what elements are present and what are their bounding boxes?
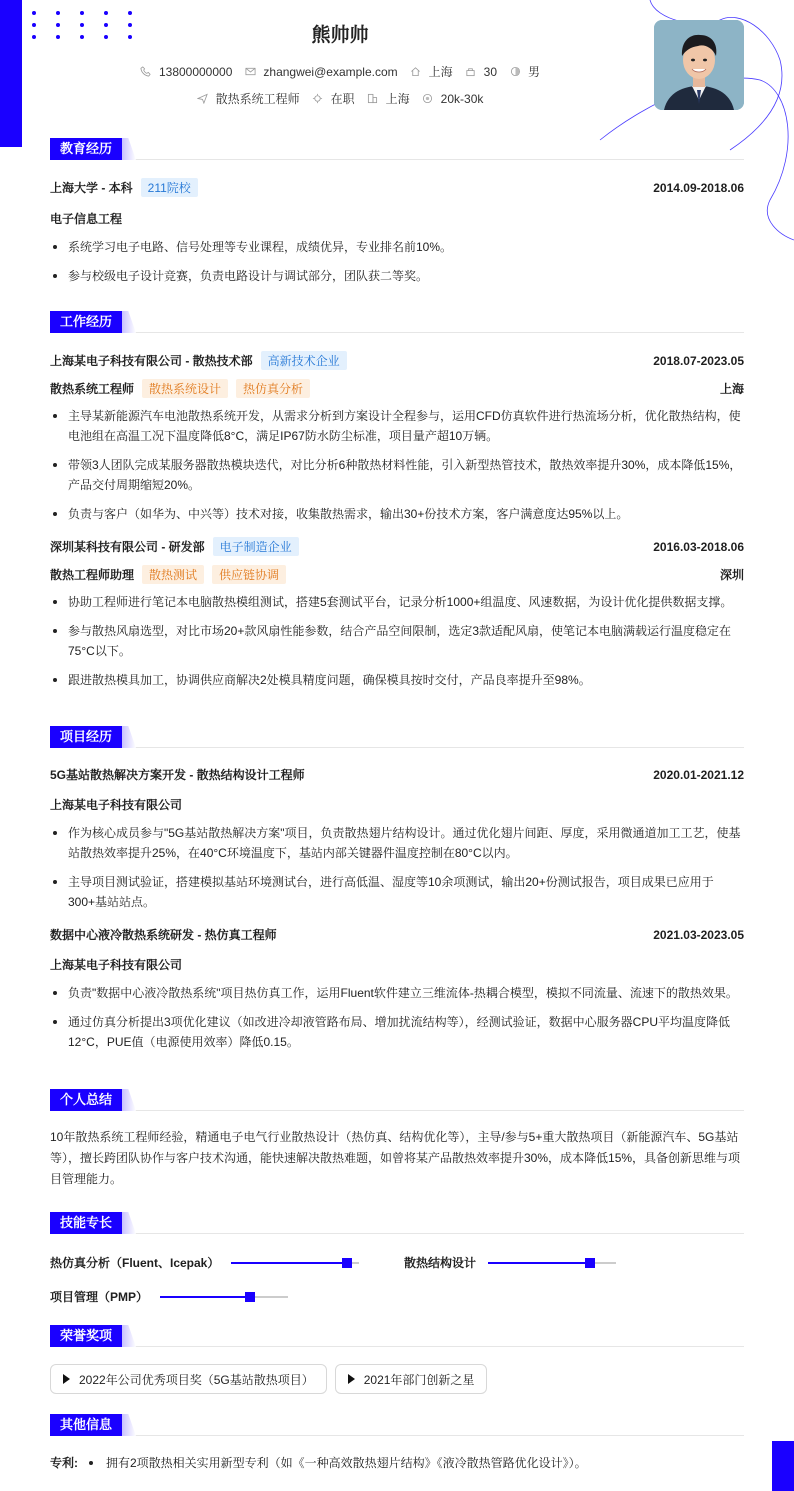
- decor-right-bar: [772, 1441, 794, 1491]
- skill-level-bar: [488, 1262, 616, 1264]
- project-title: 5G基站散热解决方案开发 - 散热结构设计工程师: [50, 768, 305, 782]
- section-title-awards: [50, 1325, 744, 1347]
- status-text: 在职: [330, 92, 355, 106]
- decor-dot: [56, 11, 60, 15]
- work-header: [50, 537, 744, 556]
- major: 电子信息工程: [50, 212, 123, 226]
- list-item: 拥有2项散热相关实用新型专利（如《一种高效散热翅片结构》《液冷散热管路优化设计》）。: [86, 1453, 744, 1473]
- section-awards: [50, 1325, 744, 1394]
- info-salary: [422, 92, 484, 106]
- work-header: [50, 351, 744, 370]
- project-bullets: [50, 823, 744, 912]
- list-item: 系统学习电子电路、信号处理等专业课程，成绩优异，专业排名前10%。: [50, 237, 744, 257]
- section-label: 工作经历: [50, 311, 122, 333]
- other-row: [50, 1453, 744, 1482]
- info-email: [244, 65, 397, 79]
- section-title-accent: [122, 1212, 136, 1234]
- company-name: 上海某电子科技有限公司 - 散热技术部: [50, 354, 253, 368]
- list-item: 负责"数据中心液冷散热系统"项目热仿真工作，运用Fluent软件建立三维流体-热耦合模型，模拟不同流量、流速下的散热效果。: [50, 983, 744, 1003]
- avatar: [654, 20, 744, 110]
- section-projects: [50, 726, 744, 1061]
- section-skills: [50, 1212, 744, 1312]
- other-list: [86, 1453, 744, 1482]
- city-text: 上海: [428, 65, 453, 79]
- education-date: 2014.09-2018.06: [653, 180, 744, 195]
- info-phone: [140, 65, 232, 79]
- section-title-other: [50, 1414, 744, 1436]
- work-position-row: [50, 565, 744, 584]
- section-label: 项目经历: [50, 726, 122, 748]
- mail-icon: [244, 66, 256, 78]
- section-summary: [50, 1089, 744, 1190]
- decor-dot: [32, 11, 36, 15]
- status-icon: [312, 93, 324, 105]
- position-tag: 散热系统设计: [142, 379, 228, 398]
- section-title-accent: [122, 1414, 136, 1436]
- skill-item: [50, 1254, 359, 1271]
- other-label: 专利:: [50, 1456, 78, 1470]
- project-header: [50, 926, 744, 943]
- info-status: [312, 90, 355, 107]
- section-label: 个人总结: [50, 1089, 122, 1111]
- skill-level-fill: [488, 1262, 590, 1264]
- phone-icon: [140, 66, 152, 78]
- section-label: 教育经历: [50, 138, 122, 160]
- award-item: [50, 1364, 327, 1394]
- award-text: 2021年部门创新之星: [363, 1372, 475, 1387]
- school-name: 上海大学 - 本科: [50, 181, 133, 195]
- company-name: 深圳某科技有限公司 - 研发部: [50, 540, 205, 554]
- salary-text: 20k-30k: [440, 91, 484, 106]
- job-intent-row: [0, 90, 680, 107]
- section-title-work: [50, 311, 744, 333]
- list-item: 负责与客户（如华为、中兴等）技术对接，收集散热需求，输出30+份技术方案，客户满意度达95%以上。: [50, 504, 744, 524]
- age-text: 30: [483, 64, 498, 79]
- info-gender: [509, 63, 540, 80]
- list-item: 参与校级电子设计竞赛，负责电路设计与调试部分，团队获二等奖。: [50, 266, 744, 286]
- section-title-accent: [122, 1325, 136, 1347]
- list-item: 作为核心成员参与"5G基站散热解决方案"项目，负责散热翅片结构设计。通过优化翅片间距、厚度，采用微通道加工工艺，使基站散热效率提升25%，在40°C环境温度下，基站内部关键器件温度控制在80°C以内。: [50, 823, 744, 863]
- company-tag: 电子制造企业: [213, 537, 299, 556]
- section-title-accent: [122, 1089, 136, 1111]
- section-title-accent: [122, 726, 136, 748]
- skill-level-bar: [231, 1262, 359, 1264]
- project-company: 上海某电子科技有限公司: [50, 958, 183, 972]
- skill-level-knob: [585, 1258, 595, 1268]
- list-item: 参与散热风扇选型，对比市场20+款风扇性能参数，结合产品空间限制，选定3款适配风扇，使笔记本电脑满载运行温度稳定在75°C以下。: [50, 621, 744, 661]
- work-city-text: 上海: [385, 92, 410, 106]
- section-label: 技能专长: [50, 1212, 122, 1234]
- skill-level-knob: [245, 1292, 255, 1302]
- email-text: zhangwei@example.com: [263, 64, 398, 79]
- work-date: 2018.07-2023.05: [653, 353, 744, 368]
- project-date: 2021.03-2023.05: [653, 927, 744, 942]
- project-bullets: [50, 983, 744, 1052]
- school-tag: 211院校: [141, 178, 198, 197]
- home-icon: [410, 66, 422, 78]
- age-icon: [465, 66, 477, 78]
- list-item: 跟进散热模具加工，协调供应商解决2处模具精度问题，确保模具按时交付，产品良率提升至98%。: [50, 670, 744, 690]
- info-age: [465, 65, 497, 79]
- skill-level-fill: [160, 1296, 250, 1298]
- skill-item: [50, 1288, 288, 1305]
- work-city: 深圳: [719, 568, 744, 582]
- info-work-city: [367, 90, 410, 107]
- position-text: 散热系统工程师: [215, 92, 300, 106]
- project-header: [50, 766, 744, 783]
- decor-dot: [104, 11, 108, 15]
- education-header: [50, 178, 744, 197]
- send-icon: [197, 93, 209, 105]
- info-city: [410, 63, 453, 80]
- section-title-skills: [50, 1212, 744, 1234]
- section-label: 其他信息: [50, 1414, 122, 1436]
- section-work: [50, 311, 744, 699]
- phone-text: 13800000000: [158, 64, 233, 79]
- project-title: 数据中心液冷散热系统研发 - 热仿真工程师: [50, 928, 277, 942]
- list-item: 主导某新能源汽车电池散热系统开发，从需求分析到方案设计全程参与，运用CFD仿真软件进行热流场分析，优化散热结构，使电池组在高温工况下温度降低8°C，满足IP67防水防尘标准，项目量产超10万辆。: [50, 406, 744, 446]
- avatar-portrait: [654, 20, 744, 110]
- list-item: 带领3人团队完成某服务器散热模块迭代，对比分析6种散热材料性能，引入新型热管技术，散热效率提升30%，成本降低15%，产品交付周期缩短20%。: [50, 455, 744, 495]
- list-item: 主导项目测试验证，搭建模拟基站环境测试台，进行高低温、湿度等10余项测试，输出20+份测试报告，项目成果已应用于300+基站站点。: [50, 872, 744, 912]
- salary-icon: [422, 93, 434, 105]
- work-position-row: [50, 379, 744, 398]
- award-list: [50, 1364, 744, 1394]
- gender-icon: [509, 66, 521, 78]
- decor-dot: [80, 11, 84, 15]
- skill-name: 热仿真分析（Fluent、Icepak）: [50, 1256, 220, 1270]
- list-item: 协助工程师进行笔记本电脑散热模组测试，搭建5套测试平台，记录分析1000+组温度、风速数据，为设计优化提供数据支撑。: [50, 592, 744, 612]
- section-label: 荣誉奖项: [50, 1325, 122, 1347]
- position-tag: 热仿真分析: [236, 379, 310, 398]
- skill-item: [404, 1254, 616, 1271]
- work-date: 2016.03-2018.06: [653, 539, 744, 554]
- section-title-summary: [50, 1089, 744, 1111]
- section-title-education: [50, 138, 744, 160]
- triangle-icon: [63, 1374, 70, 1384]
- work-bullets: [50, 406, 744, 524]
- triangle-icon: [348, 1374, 355, 1384]
- info-position: [197, 90, 300, 107]
- building-icon: [367, 93, 379, 105]
- project-date: 2020.01-2021.12: [653, 767, 744, 782]
- section-other: [50, 1414, 744, 1482]
- skill-name: 项目管理（PMP）: [50, 1290, 149, 1304]
- company-tag: 高新技术企业: [261, 351, 347, 370]
- decor-dot: [128, 11, 132, 15]
- section-title-accent: [122, 311, 136, 333]
- gender-text: 男: [528, 65, 541, 79]
- award-item: [335, 1364, 488, 1394]
- skill-name: 散热结构设计: [404, 1256, 477, 1270]
- position-tag: 供应链协调: [212, 565, 286, 584]
- section-title-accent: [122, 138, 136, 160]
- skill-level-fill: [231, 1262, 346, 1264]
- education-bullets: [50, 237, 744, 286]
- list-item: 通过仿真分析提出3项优化建议（如改进冷却液管路布局、增加扰流结构等），经测试验证，数据中心服务器CPU平均温度降低12°C，PUE值（电源使用效率）降低0.15。: [50, 1012, 744, 1052]
- position-name: 散热工程师助理: [50, 568, 135, 582]
- skill-level-bar: [160, 1296, 288, 1298]
- award-text: 2022年公司优秀项目奖（5G基站散热项目）: [79, 1372, 314, 1387]
- work-bullets: [50, 592, 744, 690]
- section-title-projects: [50, 726, 744, 748]
- contact-row: [0, 63, 680, 80]
- skill-level-knob: [342, 1258, 352, 1268]
- section-education: [50, 138, 744, 295]
- summary-text: 10年散热系统工程师经验，精通电子电气行业散热设计（热仿真、结构优化等），主导/参与5+重大散热项目（新能源汽车、5G基站等），擅长跨团队协作与客户技术沟通，能快速解决散热难题，如曾将某产品散热效率提升30%，成本降低15%，具备创新思维与项目管理能力。: [50, 1130, 741, 1186]
- position-tag: 散热测试: [142, 565, 204, 584]
- position-name: 散热系统工程师: [50, 382, 135, 396]
- candidate-name: 熊帅帅: [311, 25, 369, 46]
- work-city: 上海: [719, 382, 744, 396]
- project-company: 上海某电子科技有限公司: [50, 798, 183, 812]
